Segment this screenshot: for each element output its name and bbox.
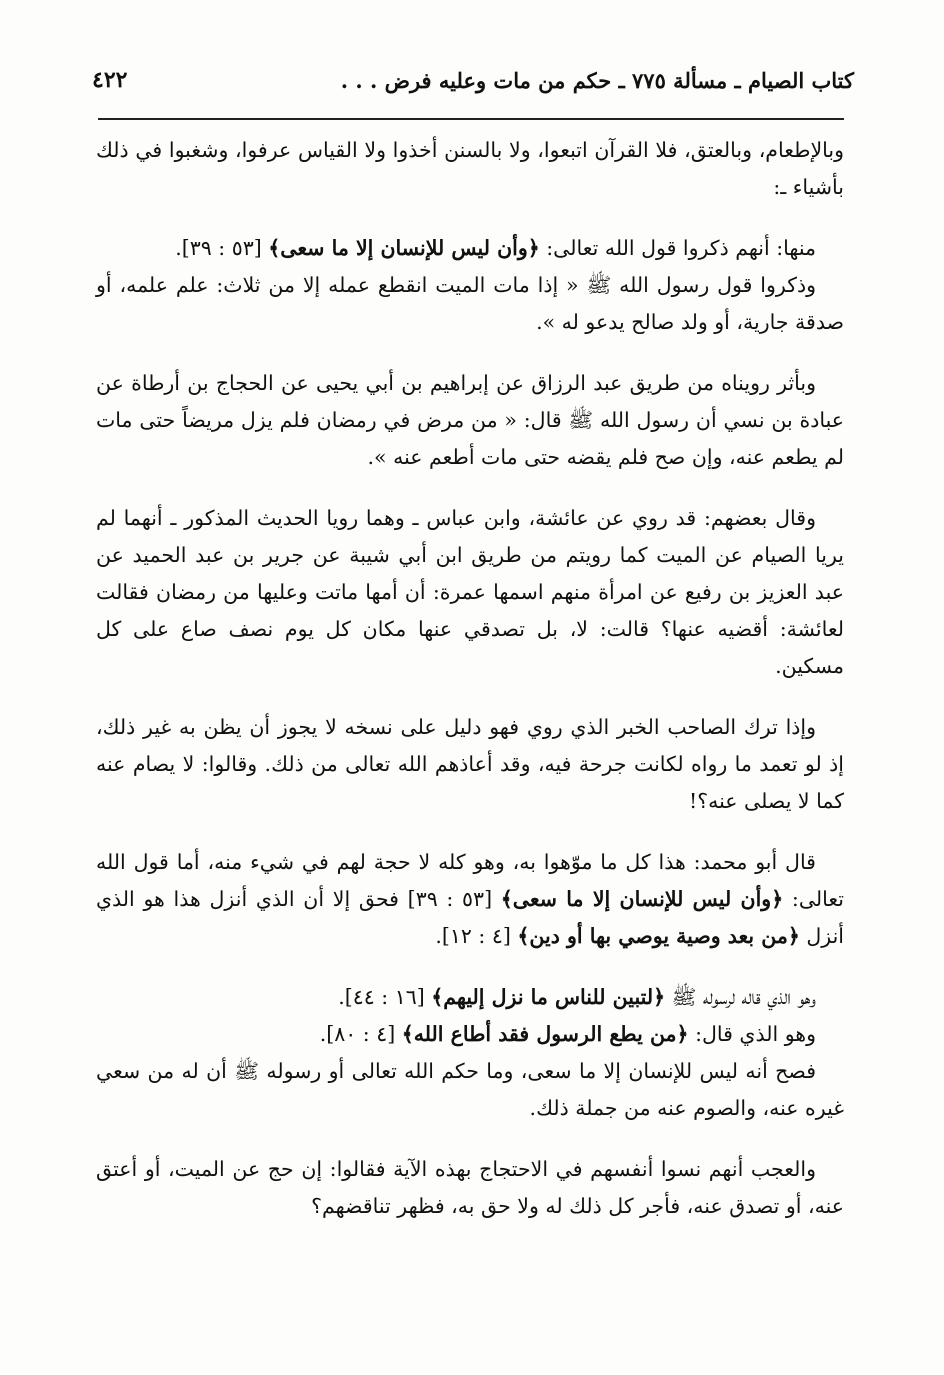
paragraph: والعجب أنهم نسوا أنفسهم في الاحتجاج بهذه الآية فقالوا: إن حج عن الميت، أو أعتق عنه، أو تصدق عنه، فأجر كل ذلك له ولا حق به، فظهر تناقضهم؟ <box>96 1157 844 1218</box>
paragraph-text: [٥٣ : ٣٩] فحق إلا أن الذي أنزل هذا هو الذي أنزل <box>96 887 844 948</box>
running-title: كتاب الصيام ـ مسألة ٧٧٥ ـ حكم من مات وعليه فرض . . . <box>340 67 854 93</box>
paragraph-text: [٤ : ١٢]. <box>435 924 518 948</box>
paragraph-text: [٥٣ : ٣٩]. <box>175 236 269 260</box>
paragraph-gap <box>96 685 844 709</box>
paragraph: وبأثر رويناه من طريق عبد الرزاق عن إبراهيم بن أبي يحيى عن الحجاج بن أرطاة عن عبادة بن نسي أن رسول الله ﷺ قال: « من مرض في رمضان فلم يزل مريضاً حتى مات لم يطعم عنه، وإن صح فلم يقضه حتى مات أطعم عنه ». <box>96 371 844 469</box>
quran-verse: ﴿من بعد وصية يوصي بها أو دين﴾ <box>517 924 800 948</box>
paragraph-text: وهو الذي قال: <box>688 1022 816 1046</box>
page-number: ٤٢٢ <box>92 67 128 93</box>
paragraph-text: [٤ : ٨٠]. <box>319 1022 402 1046</box>
paragraph-text: [١٦ : ٤٤]. <box>338 985 432 1009</box>
paragraph-gap <box>96 820 844 844</box>
page-header <box>92 58 854 102</box>
paragraph-text: قال أبو محمد: هذا كل ما موّهوا به، وهو كله لا حجة لهم في شيء منه، أما قول الله تعالى: <box>96 850 845 911</box>
quran-verse: ﴿من يطع الرسول فقد أطاع الله﴾ <box>401 1022 689 1046</box>
paragraph <box>96 979 844 1016</box>
quran-verse: ﴿وأن ليس للإنسان إلا ما سعى﴾ <box>268 236 540 260</box>
body-text <box>96 132 844 1225</box>
paragraph-gap <box>96 341 844 365</box>
paragraph <box>96 844 844 955</box>
paragraph: وقال بعضهم: قد روي عن عائشة، وابن عباس ـ وهما رويا الحديث المذكور ـ أنهما لم يريا الصيام عن الميت كما رويتم من طريق ابن أبي شيبة عن جرير بن عبد الحميد عن عبد العزيز بن رفيع عن امرأة منهم اسمها عمرة: أن أمها ماتت وعليها من رمضان فقالت لعائشة: أقضيه عنها؟ قالت: لا، بل تصدقي عنها مكان كل يوم نصف صاع على كل مسكين. <box>96 506 844 678</box>
paragraph-gap <box>96 955 844 979</box>
quran-verse: ﴿لتبين للناس ما نزل إليهم﴾ <box>431 985 666 1009</box>
paragraph-gap <box>96 1127 844 1151</box>
paragraph-text: منها: أنهم ذكروا قول الله تعالى: <box>539 236 816 260</box>
paragraph-text: وهو الذي قاله لرسوله ﷺ <box>665 985 816 1009</box>
paragraph <box>96 230 844 267</box>
paragraph-gap <box>96 476 844 500</box>
paragraph-gap <box>96 206 844 230</box>
paragraph: وذكروا قول رسول الله ﷺ « إذا مات الميت انقطع عمله إلا من ثلاث: علم علمه، أو صدقة جارية، أو ولد صالح يدعو له ». <box>96 273 844 334</box>
paragraph: فصح أنه ليس للإنسان إلا ما سعى، وما حكم الله تعالى أو رسوله ﷺ أن له من سعي غيره عنه، والصوم عنه من جملة ذلك. <box>96 1059 844 1120</box>
header-rule <box>98 118 844 120</box>
paragraph <box>96 1016 844 1053</box>
paragraph: وبالإطعام، وبالعتق، فلا القرآن اتبعوا، ولا بالسنن أخذوا ولا القياس عرفوا، وشغبوا في ذلك بأشياء ـ: <box>96 138 844 199</box>
quran-verse: ﴿وأن ليس للإنسان إلا ما سعى﴾ <box>500 887 784 911</box>
paragraph: وإذا ترك الصاحب الخبر الذي روي فهو دليل على نسخه لا يجوز أن يظن به غير ذلك، إذ لو تعمد ما رواه لكانت جرحة فيه، وقد أعاذهم الله تعالى من ذلك. وقالوا: لا يصام عنه كما لا يصلى عنه؟! <box>96 715 844 813</box>
